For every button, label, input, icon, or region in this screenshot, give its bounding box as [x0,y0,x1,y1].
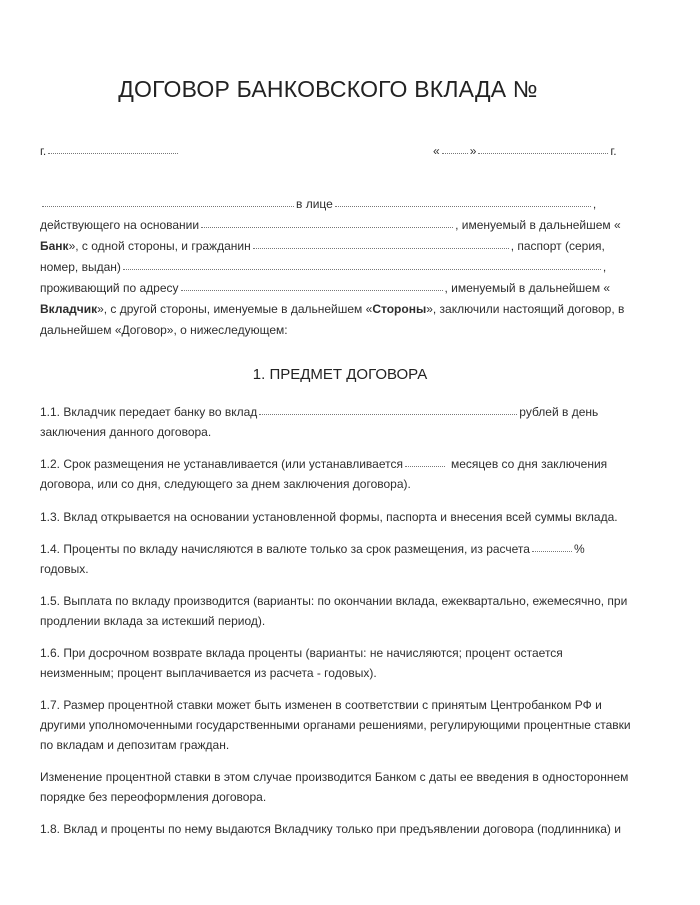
passport-text: , паспорт (серия, [510,239,605,253]
clause-1-3: 1.3. Вклад открывается на основании установленной формы, паспорта и внесения всей суммы вклада. [40,510,618,524]
section-1-heading: 1. ПРЕДМЕТ ДОГОВОРА [252,366,428,383]
date-quote-close: » [469,144,477,158]
rate-change-line-2: порядке без переоформления договора. [40,790,267,804]
clause-1-4-line-1 [40,542,585,556]
in-person-text: в лице [296,197,333,211]
document-title: ДОГОВОР БАНКОВСКОГО ВКЛАДА № [118,76,538,102]
clause-1-2-text-a: 1.2. Срок размещения не устанавливается (или устанавливается [40,457,403,471]
date-quote-open: « [433,144,440,158]
clause-1-7-line-2: другими уполномоченными государственными органами решениями, регулирующими процентные ставки [40,718,631,732]
comma-text-2: , [602,260,607,274]
clause-1-1-text-b: рублей в день [519,405,599,419]
clause-1-1-line-1 [40,405,598,419]
parties-line-5 [40,281,610,295]
city-prefix: г. [40,144,47,158]
clause-1-4-line-2: годовых. [40,562,89,576]
parties-line-7: дальнейшем «Договор», о нижеследующем: [40,323,288,337]
parties-line-1 [40,197,596,211]
clause-1-7-line-1: 1.7. Размер процентной ставки может быть изменен в соответствии с принятым Центробанком РФ и [40,698,602,712]
deposit-amount-blank[interactable] [259,414,517,415]
clause-1-6-line-2: неизменным; процент выплачивается из расчета - годовых). [40,666,377,680]
bank-name-blank[interactable] [42,206,294,207]
depositor-party-name: Вкладчик [40,302,98,316]
parties-name: Стороны [372,302,427,316]
city-blank[interactable] [48,153,178,154]
percent-sign: % [573,542,585,556]
number-issued-text: номер, выдан) [40,260,121,274]
bank-tail-text: », с одной стороны, и гражданин [68,239,251,253]
month-year-blank[interactable] [478,153,608,154]
parties-line-3 [40,239,605,253]
acting-basis-text: действующего на основании [40,218,200,232]
citizen-name-blank[interactable] [253,248,509,249]
clause-1-5-line-2: продлении вклада за истекший период). [40,614,266,628]
clause-1-2-line-1 [40,457,607,471]
clause-1-4-text-a: 1.4. Проценты по вкладу начисляются в валюте только за срок размещения, из расчета [40,542,530,556]
depositor-tail-text: », с другой стороны, именуемые в дальнейшем « [97,302,373,316]
parties-line-2 [40,218,621,232]
parties-line-6 [40,302,624,316]
parties-tail-text: », заключили настоящий договор, в [426,302,625,316]
hereinafter-text-1: , именуемый в дальнейшем « [455,218,621,232]
clause-1-2-text-b: месяцев со дня заключения [450,457,608,471]
passport-blank[interactable] [123,269,601,270]
address-blank[interactable] [181,290,443,291]
residing-text: проживающий по адресу [40,281,179,295]
date-line [433,144,617,158]
bank-party-name: Банк [40,239,69,253]
clause-1-5-line-1: 1.5. Выплата по вкладу производится (варианты: по окончании вклада, ежеквартально, ежемесячно, при [40,594,628,608]
clause-1-1-text-a: 1.1. Вкладчик передает банку во вклад [40,405,258,419]
parties-line-4 [40,260,606,274]
day-blank[interactable] [442,153,468,154]
year-suffix: г. [610,144,617,158]
comma-text: , [592,197,597,211]
interest-rate-blank[interactable] [532,551,572,552]
rate-change-line-1: Изменение процентной ставки в этом случае производится Банком с даты ее введения в одностороннем [40,770,629,784]
clause-1-2-line-2: договора, или со дня, следующего за днем заключения договора). [40,477,411,491]
clause-1-7-line-3: по вкладам и депозитам граждан. [40,738,230,752]
hereinafter-text-2: , именуемый в дальнейшем « [444,281,611,295]
clause-1-8-line-1: 1.8. Вклад и проценты по нему выдаются Вкладчику только при предъявлении договора (подлинника) и [40,822,621,836]
representative-blank[interactable] [335,206,591,207]
clause-1-1-line-2: заключения данного договора. [40,425,212,439]
basis-blank[interactable] [201,227,453,228]
city-line [40,144,180,158]
clause-1-6-line-1: 1.6. При досрочном возврате вклада проценты (варианты: не начисляются; процент остается [40,646,563,660]
months-blank[interactable] [405,466,445,467]
